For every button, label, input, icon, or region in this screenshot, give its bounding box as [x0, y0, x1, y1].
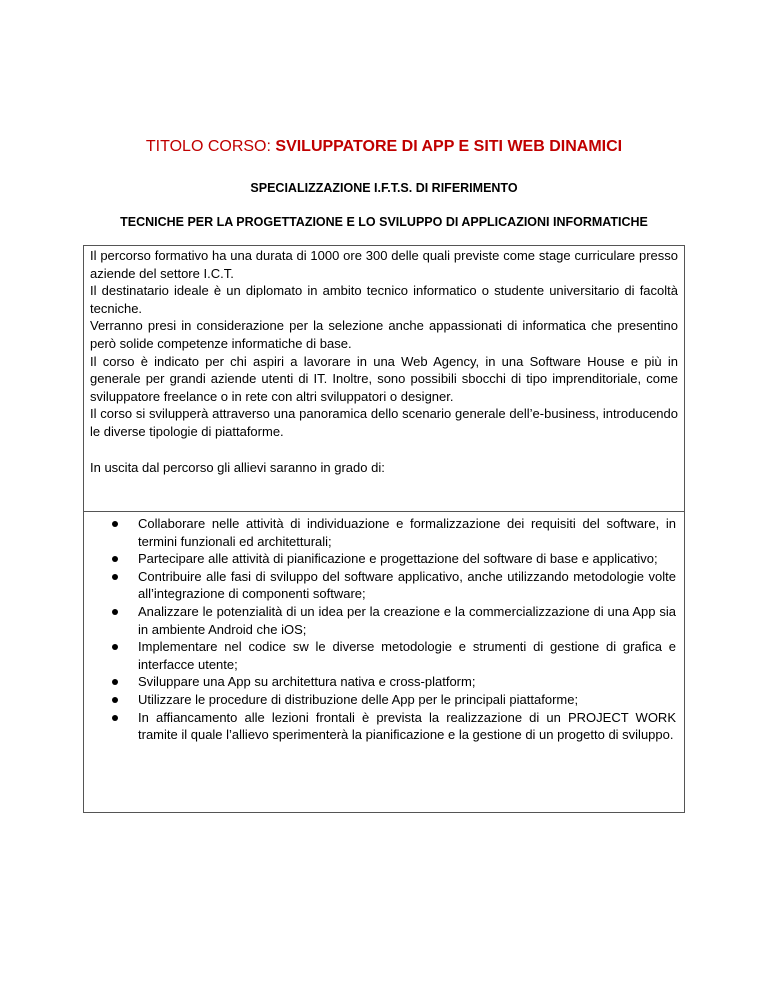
course-title-prefix: TITOLO CORSO:: [145, 138, 276, 155]
list-item-text: Contribuire alle fasi di sviluppo del software applicativo, anche utilizzando metodologie volte all’integrazione di componenti software;: [138, 568, 676, 602]
description-paragraph-careers: Il corso è indicato per chi aspiri a lavorare in una Web Agency, in una Software House e più in generale per grandi aziende utenti di IT. Inoltre, sono possibili sbocchi di tipo imprenditoriale, come sviluppatore freelance o in rete con altri sviluppatori o designer.: [90, 353, 678, 404]
bullet-icon: [112, 679, 118, 685]
list-item: [108, 603, 676, 638]
list-item: [108, 638, 676, 673]
description-paragraph-overview: Il corso si svilupperà attraverso una panoramica dello scenario generale dell’e-business, introducendo le diverse tipologie di piattaforme.: [90, 406, 678, 439]
learning-outcomes-box: [83, 511, 685, 813]
course-description-box: [83, 245, 685, 512]
description-paragraph-duration: Il percorso formativo ha una durata di 1000 ore 300 delle quali previste come stage curriculare presso aziende del settore I.C.T.: [90, 248, 678, 281]
course-title: [0, 138, 768, 156]
list-item: [108, 673, 676, 691]
bullet-icon: [112, 521, 118, 527]
list-item: [108, 515, 676, 550]
bullet-icon: [112, 715, 118, 721]
bullet-icon: [112, 644, 118, 650]
bullet-icon: [112, 556, 118, 562]
list-item-text: In affiancamento alle lezioni frontali è prevista la realizzazione di un PROJECT WORK tramite il quale l’allievo sperimenterà la pianificazione e la gestione di un progetto di sviluppo.: [138, 709, 676, 743]
learning-outcomes-list: [108, 515, 676, 744]
bullet-icon: [112, 697, 118, 703]
description-paragraph-target: Il destinatario ideale è un diplomato in ambito tecnico informatico o studente universitario di facoltà tecniche.: [90, 283, 678, 316]
list-item-text: Implementare nel codice sw le diverse metodologie e strumenti di gestione di grafica e interfacce utente;: [138, 639, 676, 672]
list-item-text: Utilizzare le procedure di distribuzione delle App per le principali piattaforme;: [138, 691, 579, 707]
description-paragraph-selection: Verranno presi in considerazione per la selezione anche appassionati di informatica che presentino però solide competenze informatiche di base.: [90, 318, 678, 351]
list-item: [108, 709, 676, 744]
specialization-name: TECNICHE PER LA PROGETTAZIONE E LO SVILUPPO DI APPLICAZIONI INFORMATICHE: [120, 215, 648, 229]
list-item: [108, 550, 676, 568]
outcomes-lead-in: In uscita dal percorso gli allievi saranno in grado di:: [90, 459, 385, 475]
course-title-name: SVILUPPATORE DI APP E SITI WEB DINAMICI: [275, 138, 623, 155]
bullet-icon: [112, 574, 118, 580]
specialization-heading: SPECIALIZZAZIONE I.F.T.S. DI RIFERIMENTO: [250, 181, 518, 195]
list-item-text: Partecipare alle attività di pianificazione e progettazione del software di base e applicativo;: [138, 551, 658, 567]
paragraph-gap: [90, 441, 678, 459]
list-item-text: Analizzare le potenzialità di un idea per la creazione e la commercializzazione di una App sia in ambiente Android che iOS;: [138, 603, 676, 637]
list-item: [108, 691, 676, 709]
bullet-icon: [112, 609, 118, 615]
list-item: [108, 568, 676, 603]
list-item-text: Sviluppare una App su architettura nativa e cross-platform;: [138, 674, 476, 690]
list-item-text: Collaborare nelle attività di individuazione e formalizzazione dei requisiti del software, in termini funzionali ed architetturali;: [138, 516, 676, 549]
